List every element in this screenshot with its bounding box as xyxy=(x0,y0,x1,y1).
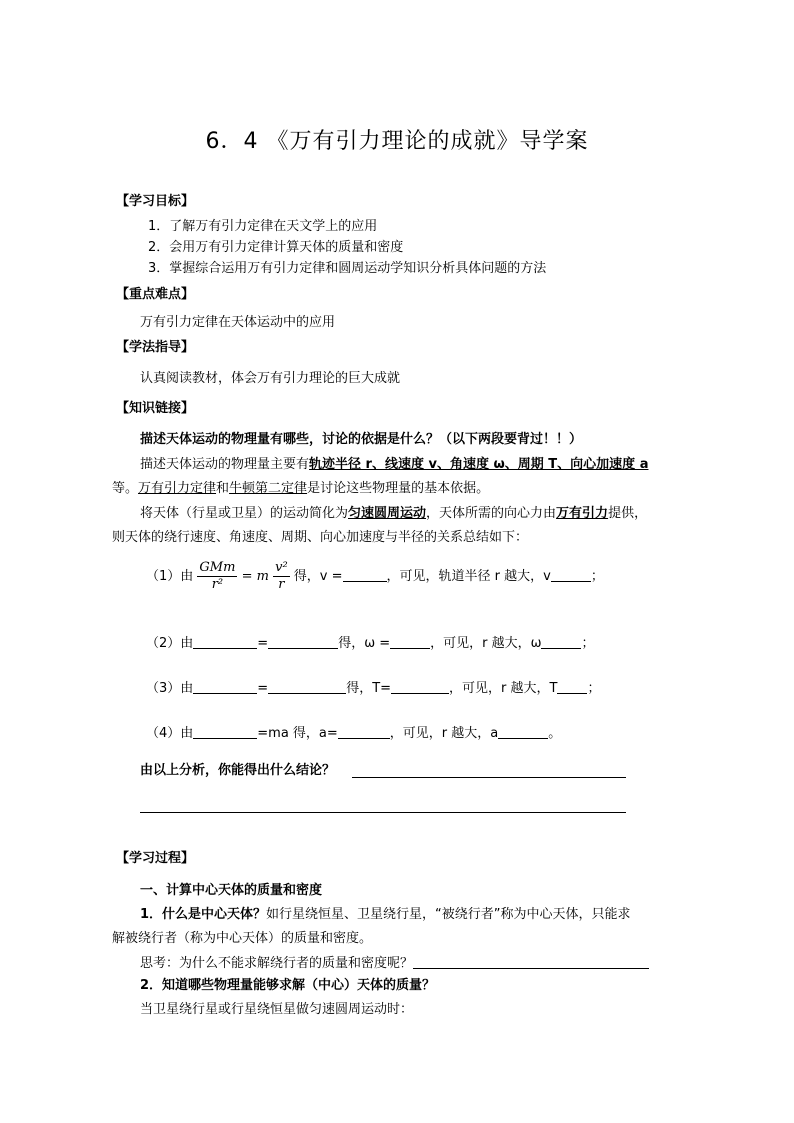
text: 。 xyxy=(548,726,562,741)
process-heading: 【学习过程】 xyxy=(116,851,195,866)
central-body-text: 解被绕行者（称为中心天体）的质量和密度。 xyxy=(112,931,373,946)
quantities-emphasis: 轨迹半径 r、线速度 v、角速度 ω、周期 T、向心加速度 a xyxy=(309,457,649,472)
method-text: 认真阅读教材，体会万有引力理论的巨大成就 xyxy=(140,371,401,386)
text: ； xyxy=(581,636,595,651)
newton-second-law: 牛顿第二定律 xyxy=(229,481,308,496)
process-section-title: 一、计算中心天体的质量和密度 xyxy=(140,883,323,898)
answer-blank[interactable] xyxy=(338,724,390,739)
page-title: 6．4 《万有引力理论的成就》导学案 xyxy=(205,129,589,154)
link-paragraph-1 xyxy=(140,456,648,474)
equals-m: = m xyxy=(241,569,269,584)
answer-blank[interactable] xyxy=(413,954,649,969)
answer-blank[interactable] xyxy=(557,679,587,694)
text: （4）由 xyxy=(146,726,194,741)
text: 描述天体运动的物理量主要有 xyxy=(140,457,310,472)
link-question: 描述天体运动的物理量有哪些，讨论的依据是什么？（以下两段要背过！！） xyxy=(140,432,583,447)
text: = xyxy=(257,636,269,651)
link-paragraph-1-cont xyxy=(112,480,489,498)
text: 是讨论这些物理量的基本依据。 xyxy=(307,481,490,496)
think-prompt xyxy=(140,954,649,973)
answer-line[interactable] xyxy=(352,777,626,778)
text: ； xyxy=(590,569,604,584)
text: （3）由 xyxy=(146,681,194,696)
objectives-heading: 【学习目标】 xyxy=(116,194,195,209)
answer-blank[interactable] xyxy=(391,679,449,694)
text: （1）由 xyxy=(146,569,194,584)
answer-blank[interactable] xyxy=(193,634,257,649)
method-heading: 【学法指导】 xyxy=(116,340,195,355)
fraction-v2-r xyxy=(273,560,290,593)
text: 等。 xyxy=(112,481,139,496)
question-bold: 1．什么是中心天体？ xyxy=(140,907,267,922)
text: 得，T= xyxy=(346,681,392,696)
formula-4 xyxy=(146,724,561,743)
formula-1 xyxy=(146,560,604,594)
text: 将天体（行星或卫星）的运动简化为 xyxy=(140,506,349,521)
link-heading: 【知识链接】 xyxy=(116,401,195,416)
text: ，可见，r 越大，a xyxy=(389,726,499,741)
keypoints-text: 万有引力定律在天体运动中的应用 xyxy=(140,315,336,330)
denominator: r² xyxy=(211,577,224,592)
text: 思考：为什么不能求解绕行者的质量和密度呢？ xyxy=(140,956,414,971)
objective-item: 2．会用万有引力定律计算天体的质量和密度 xyxy=(148,240,404,255)
objective-item: 1．了解万有引力定律在天文学上的应用 xyxy=(148,219,378,234)
conclusion-prompt: 由以上分析，你能得出什么结论？ xyxy=(140,763,336,778)
text: ，可见，r 越大，T xyxy=(449,681,558,696)
text: =ma 得，a= xyxy=(257,726,338,741)
formula-3 xyxy=(146,679,600,698)
answer-blank[interactable] xyxy=(193,724,257,739)
question-2: 2．知道哪些物理量能够求解（中心）天体的质量？ xyxy=(140,978,436,993)
text: ，可见，r 越大，ω xyxy=(430,636,542,651)
text: = xyxy=(257,681,269,696)
answer-blank[interactable] xyxy=(541,634,581,649)
text: ，天体所需的向心力由 xyxy=(426,506,557,521)
text: 得，v = xyxy=(293,569,343,584)
answer-line[interactable] xyxy=(140,812,626,813)
numerator: GMm xyxy=(199,560,236,575)
text: 如行星绕恒星、卫星绕行星，“被绕行者”称为中心天体，只能求 xyxy=(266,907,631,922)
answer-blank[interactable] xyxy=(551,567,591,582)
text: 得，ω = xyxy=(338,636,391,651)
gravitation-emphasis: 万有引力 xyxy=(556,506,609,521)
text: 和 xyxy=(216,481,230,496)
answer-blank[interactable] xyxy=(268,634,338,649)
denominator: r xyxy=(278,577,285,592)
formula-2 xyxy=(146,634,595,653)
keypoints-heading: 【重点难点】 xyxy=(116,287,195,302)
text: ，可见，轨道半径 r 越大，v xyxy=(386,569,551,584)
link-paragraph-2 xyxy=(140,505,647,523)
central-body-question xyxy=(140,906,631,924)
text: 提供， xyxy=(608,506,648,521)
fraction-gmm-r2 xyxy=(197,560,237,593)
answer-blank[interactable] xyxy=(343,567,387,582)
text: ； xyxy=(587,681,601,696)
answer-blank[interactable] xyxy=(193,679,257,694)
answer-blank[interactable] xyxy=(268,679,346,694)
answer-blank[interactable] xyxy=(498,724,548,739)
answer-blank[interactable] xyxy=(390,634,430,649)
gravitation-law: 万有引力定律 xyxy=(138,481,217,496)
uniform-circular-motion: 匀速圆周运动 xyxy=(348,506,427,521)
text: （2）由 xyxy=(146,636,194,651)
question-2-text: 当卫星绕行星或行星绕恒星做匀速圆周运动时： xyxy=(140,1002,414,1017)
link-paragraph-2-cont: 则天体的绕行速度、角速度、周期、向心加速度与半径的关系总结如下： xyxy=(112,530,529,545)
objective-item: 3．掌握综合运用万有引力定律和圆周运动学知识分析具体问题的方法 xyxy=(148,261,547,276)
numerator: v² xyxy=(275,560,288,575)
